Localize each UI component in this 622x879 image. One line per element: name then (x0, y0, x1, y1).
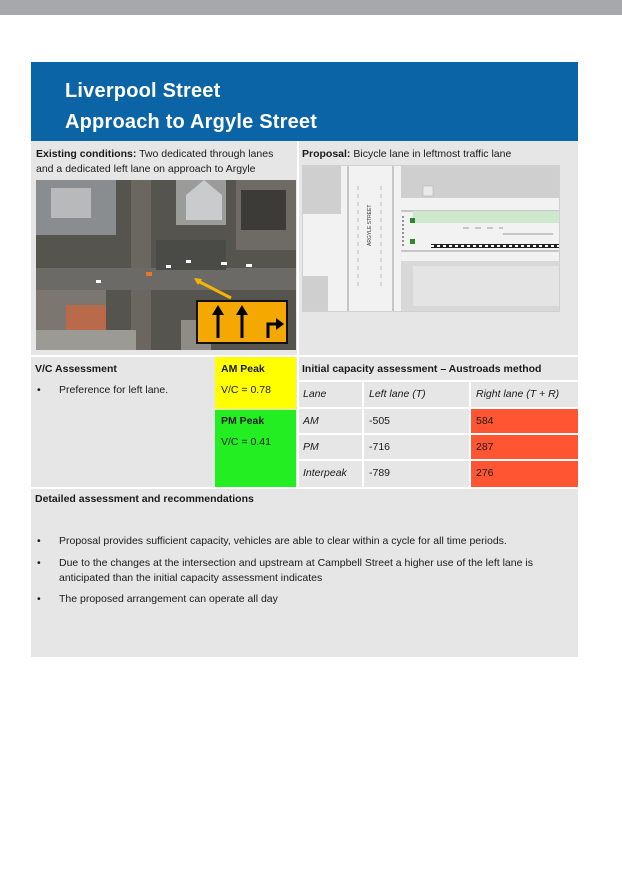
bullet-dot: • (37, 535, 41, 547)
proposal-desc: Bicycle lane in leftmost traffic lane (350, 148, 512, 160)
pm-peak-label: PM Peak (221, 415, 265, 427)
proposal-text (302, 147, 572, 162)
page-title-line-1: Liverpool Street (65, 80, 221, 102)
pm-peak-value: V/C = 0.41 (221, 436, 271, 448)
row-divider (31, 355, 578, 357)
page-header (31, 62, 578, 141)
page-title-line-2: Approach to Argyle Street (65, 111, 318, 133)
plan-street-label: ARGYLE STREET (367, 204, 373, 246)
table-row-left: -505 (369, 415, 391, 427)
detailed-bullet-text: Due to the changes at the intersection and upstream at Campbell Street a higher use of the left lane is (59, 557, 533, 569)
am-peak-label: AM Peak (221, 363, 265, 375)
lane-arrows-icon (198, 302, 286, 342)
existing-conditions-text (36, 147, 296, 177)
detailed-title: Detailed assessment and recommendations (35, 493, 254, 505)
am-peak-value: V/C = 0.78 (221, 384, 271, 396)
vc-bullet-text: Preference for left lane. (59, 384, 169, 396)
table-header-right: Right lane (T + R) (476, 388, 560, 400)
row-divider-2 (31, 487, 578, 489)
table-row-left: -789 (369, 467, 391, 479)
table-row-right: 584 (476, 415, 494, 427)
detailed-bullet-continuation: anticipated than the initial capacity assessment indicates (59, 572, 323, 584)
top-bar (0, 0, 622, 15)
table-header-lane: Lane (303, 388, 327, 400)
table-col-line (362, 380, 364, 487)
detailed-bullet-text: Proposal provides sufficient capacity, vehicles are able to clear within a cycle for all time periods. (59, 535, 507, 547)
bullet-dot: • (37, 593, 41, 605)
existing-conditions-desc-2: and a dedicated left lane on approach to Argyle (36, 163, 256, 175)
bullet-dot: • (37, 557, 41, 569)
capacity-title: Initial capacity assessment – Austroads method (302, 363, 542, 375)
table-header-left: Left lane (T) (369, 388, 426, 400)
existing-conditions-desc-1: Two dedicated through lanes (136, 148, 274, 160)
table-row-right: 276 (476, 467, 494, 479)
plan-graphic (303, 166, 559, 311)
table-row-period: AM (303, 415, 319, 427)
table-row-period: PM (303, 441, 319, 453)
detailed-bullet-text: The proposed arrangement can operate all day (59, 593, 278, 605)
vc-assessment-title: V/C Assessment (35, 363, 117, 375)
bullet-dot: • (37, 384, 41, 396)
lane-sign (196, 300, 288, 344)
proposal-label: Proposal: (302, 148, 351, 160)
column-divider (297, 141, 299, 487)
table-row-right: 287 (476, 441, 494, 453)
proposal-plan-drawing (302, 165, 560, 312)
existing-conditions-label: Existing conditions: (36, 148, 137, 160)
table-row-period: Interpeak (303, 467, 347, 479)
table-line (297, 380, 578, 382)
table-row-left: -716 (369, 441, 391, 453)
